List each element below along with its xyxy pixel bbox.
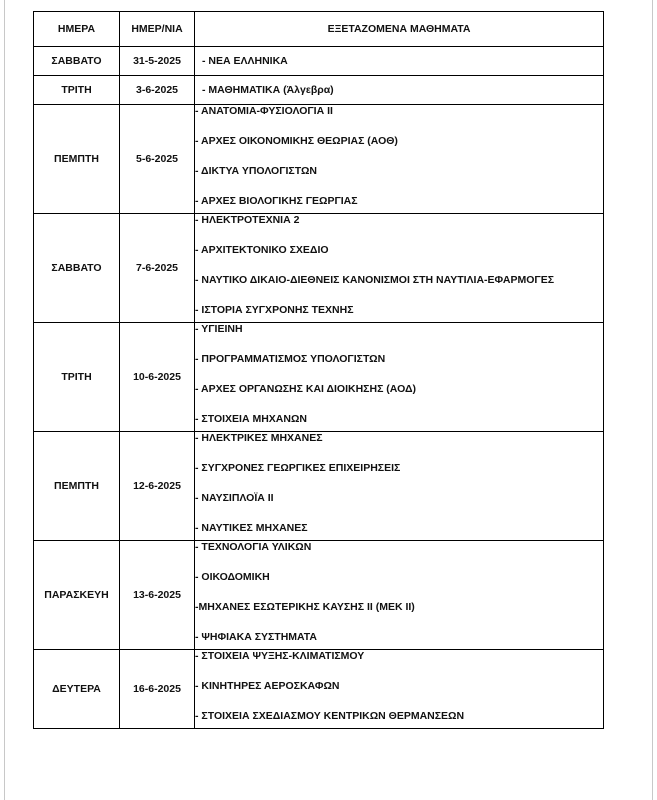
subject-item: - ΚΙΝΗΤΗΡΕΣ ΑΕΡΟΣΚΑΦΩΝ — [195, 680, 340, 692]
subject-item: - ΑΡΧΕΣ ΒΙΟΛΟΓΙΚΗΣ ΓΕΩΡΓΙΑΣ — [195, 195, 358, 207]
subject-item: -ΜΗΧΑΝΕΣ ΕΣΩΤΕΡΙΚΗΣ ΚΑΥΣΗΣ ΙΙ (ΜΕΚ ΙΙ) — [195, 601, 415, 613]
row-day: ΠΑΡΑΣΚΕΥΗ — [34, 541, 120, 650]
subject-item: - ΔΙΚΤΥΑ ΥΠΟΛΟΓΙΣΤΩΝ — [195, 165, 317, 177]
row-subjects — [195, 650, 604, 729]
table-row — [34, 323, 604, 432]
subject-item: - ΙΣΤΟΡΙΑ ΣΥΓΧΡΟΝΗΣ ΤΕΧΝΗΣ — [195, 304, 354, 316]
row-date: 12-6-2025 — [120, 432, 195, 541]
row-subjects — [195, 47, 604, 76]
schedule-body — [34, 47, 604, 729]
subject-item: - ΥΓΙΕΙΝΗ — [195, 323, 243, 335]
subject-item: - ΨΗΦΙΑΚΑ ΣΥΣΤΗΜΑΤΑ — [195, 631, 317, 643]
subject-item: - ΤΕΧΝΟΛΟΓΙΑ ΥΛΙΚΩΝ — [195, 541, 312, 553]
row-day: ΣΑΒΒΑΤΟ — [34, 214, 120, 323]
subject-item: - ΣΤΟΙΧΕΙΑ ΣΧΕΔΙΑΣΜΟΥ ΚΕΝΤΡΙΚΩΝ ΘΕΡΜΑΝΣΕΩΝ — [195, 710, 465, 722]
subject-item: - ΝΕΑ ΕΛΛΗΝΙΚΑ — [202, 55, 288, 67]
subject-item: - ΣΤΟΙΧΕΙΑ ΨΥΞΗΣ-ΚΛΙΜΑΤΙΣΜΟΥ — [195, 650, 365, 662]
subject-item: - ΝΑΥΤΙΚΕΣ ΜΗΧΑΝΕΣ — [195, 522, 308, 534]
table-row — [34, 47, 604, 76]
row-date: 31-5-2025 — [120, 47, 195, 76]
row-date: 7-6-2025 — [120, 214, 195, 323]
row-day: ΤΡΙΤΗ — [34, 323, 120, 432]
subject-item: - ΝΑΥΣΙΠΛΟΪΑ ΙΙ — [195, 492, 274, 504]
subject-item: - ΠΡΟΓΡΑΜΜΑΤΙΣΜΟΣ ΥΠΟΛΟΓΙΣΤΩΝ — [195, 353, 386, 365]
row-subjects — [195, 432, 604, 541]
subject-item: - ΑΡΧΕΣ ΟΡΓΑΝΩΣΗΣ ΚΑΙ ΔΙΟΙΚΗΣΗΣ (ΑΟΔ) — [195, 383, 417, 395]
row-date: 5-6-2025 — [120, 105, 195, 214]
page-edge-left — [4, 0, 5, 800]
row-date: 10-6-2025 — [120, 323, 195, 432]
page-edge-right — [652, 0, 653, 800]
table-row — [34, 650, 604, 729]
table-row — [34, 214, 604, 323]
row-day: ΔΕΥΤΕΡΑ — [34, 650, 120, 729]
row-day: ΤΡΙΤΗ — [34, 76, 120, 105]
row-day: ΣΑΒΒΑΤΟ — [34, 47, 120, 76]
row-day: ΠΕΜΠΤΗ — [34, 432, 120, 541]
subject-item: - ΝΑΥΤΙΚΟ ΔΙΚΑΙΟ-ΔΙΕΘΝΕΙΣ ΚΑΝΟΝΙΣΜΟΙ ΣΤΗ ΝΑΥΤΙΛΙΑ-ΕΦΑΡΜΟΓΕΣ — [195, 274, 555, 286]
subject-item: - ΗΛΕΚΤΡΙΚΕΣ ΜΗΧΑΝΕΣ — [195, 432, 323, 444]
subject-item: - ΗΛΕΚΤΡΟΤΕΧΝΙΑ 2 — [195, 214, 300, 226]
header-row — [34, 12, 604, 47]
row-date: 13-6-2025 — [120, 541, 195, 650]
header-date: ΗΜΕΡ/ΝΙΑ — [120, 12, 195, 47]
table-row — [34, 541, 604, 650]
table-row — [34, 76, 604, 105]
header-day: ΗΜΕΡΑ — [34, 12, 120, 47]
row-subjects — [195, 214, 604, 323]
table-row — [34, 105, 604, 214]
subject-item: - ΣΥΓΧΡΟΝΕΣ ΓΕΩΡΓΙΚΕΣ ΕΠΙΧΕΙΡΗΣΕΙΣ — [195, 462, 401, 474]
subject-item: - ΣΤΟΙΧΕΙΑ ΜΗΧΑΝΩΝ — [195, 413, 307, 425]
row-subjects — [195, 76, 604, 105]
table-row — [34, 432, 604, 541]
row-date: 16-6-2025 — [120, 650, 195, 729]
subject-item: - ΑΝΑΤΟΜΙΑ-ΦΥΣΙΟΛΟΓΙΑ ΙΙ — [195, 105, 333, 117]
exam-schedule-table — [33, 11, 604, 729]
row-day: ΠΕΜΠΤΗ — [34, 105, 120, 214]
row-subjects — [195, 105, 604, 214]
subject-item: - ΜΑΘΗΜΑΤΙΚΑ (Άλγεβρα) — [202, 84, 334, 96]
header-subjects: ΕΞΕΤΑΖΟΜΕΝΑ ΜΑΘΗΜΑΤΑ — [195, 12, 604, 47]
subject-item: - ΑΡΧΙΤΕΚΤΟΝΙΚΟ ΣΧΕΔΙΟ — [195, 244, 329, 256]
subject-item: - ΑΡΧΕΣ ΟΙΚΟΝΟΜΙΚΗΣ ΘΕΩΡΙΑΣ (ΑΟΘ) — [195, 135, 398, 147]
row-subjects — [195, 323, 604, 432]
row-date: 3-6-2025 — [120, 76, 195, 105]
row-subjects — [195, 541, 604, 650]
subject-item: - ΟΙΚΟΔΟΜΙΚΗ — [195, 571, 270, 583]
